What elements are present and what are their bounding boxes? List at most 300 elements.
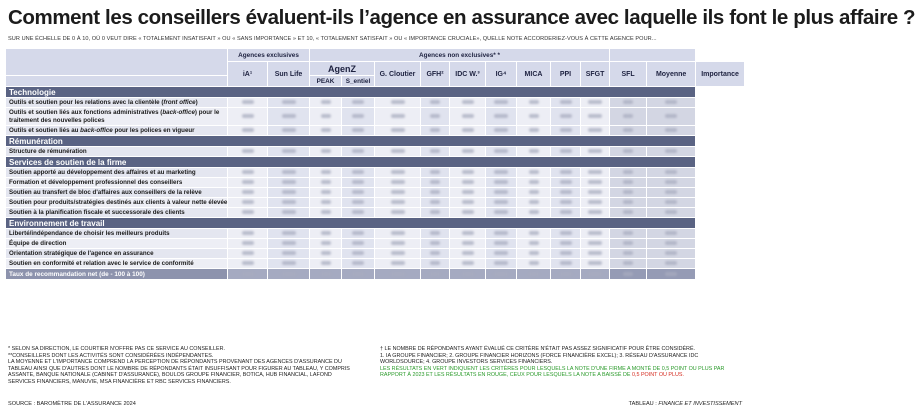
obscured-value [282,200,296,204]
obscured-value [462,210,474,214]
obscured-value [560,100,572,104]
obscured-value [321,200,331,204]
obscured-value [282,149,296,153]
value-cell [342,259,375,269]
note-green-text: LES RÉSULTATS EN VERT INDIQUENT LES CRITÈRES POUR LESQUELS LA NOTE D'UNE FIRME A MONTÉ DE 0,5 POINT OU PLUS PAR RAPPORT À 2023 ET LES RÉSULTATS EN ROUGE, CEUX POUR LESQUELS LA NOTE A BAISSÉ DE [380,365,725,379]
section-heading: Technologie [6,87,696,98]
value-cell [421,269,450,280]
obscured-value [352,251,364,255]
value-cell [581,229,610,239]
col-header-g-cloutier: G. Cloutier [375,62,421,87]
table-row [6,259,745,269]
obscured-value [623,149,633,153]
obscured-value [529,261,539,265]
value-cell [342,147,375,157]
value-cell [517,208,551,218]
obscured-value [242,128,254,132]
obscured-value [282,210,296,214]
value-cell [421,239,450,249]
value-cell [375,269,421,280]
obscured-value [529,170,539,174]
obscured-value [623,231,633,235]
value-cell [647,229,696,239]
obscured-value [242,180,254,184]
obscured-value [462,231,474,235]
obscured-value [529,190,539,194]
obscured-value [588,170,602,174]
value-cell [581,168,610,178]
value-cell [647,208,696,218]
obscured-value [391,149,405,153]
value-cell [486,168,517,178]
obscured-value [560,180,572,184]
table-row [6,178,745,188]
table-body [6,87,745,280]
value-cell [228,108,268,126]
obscured-value [529,180,539,184]
obscured-value [352,180,364,184]
value-cell [421,198,450,208]
value-cell [450,208,486,218]
obscured-value [588,100,602,104]
row-label: Soutien à la planification fiscale et successorale des clients [6,208,228,218]
obscured-value [321,100,331,104]
row-label: Outils et soutien liés aux fonctions administratives (back-office) pour le traitement des nouvelles polices [6,108,228,126]
value-cell [342,229,375,239]
obscured-value [352,210,364,214]
note-line: * SELON SA DIRECTION, LE COURTIER N'OFFRE PAS CE SERVICE AU CONSEILLER. [8,346,226,352]
obscured-value [242,210,254,214]
col-header-agenz-sentiel: S_entiel [342,76,375,87]
value-cell [610,269,647,280]
col-header-moyenne: Moyenne [647,62,696,87]
obscured-value [430,170,440,174]
value-cell [517,229,551,239]
obscured-value [588,200,602,204]
value-cell [647,108,696,126]
value-cell [551,147,581,157]
obscured-value [282,241,296,245]
value-cell [310,126,342,136]
obscured-value [242,261,254,265]
value-cell [610,249,647,259]
value-cell [310,108,342,126]
obscured-value [494,128,508,132]
value-cell [342,98,375,108]
value-cell [581,98,610,108]
note-red-text: 0,5 POINT OU PLUS. [631,372,684,379]
value-cell [268,249,310,259]
obscured-value [321,231,331,235]
obscured-value [430,180,440,184]
value-cell [551,269,581,280]
obscured-value [462,128,474,132]
value-cell [310,198,342,208]
obscured-value [494,261,508,265]
obscured-value [430,231,440,235]
obscured-value [242,170,254,174]
obscured-value [462,251,474,255]
notes-right [380,346,742,379]
value-cell [647,98,696,108]
value-cell [517,168,551,178]
obscured-value [282,251,296,255]
obscured-value [588,114,602,118]
obscured-value [430,149,440,153]
value-cell [421,259,450,269]
obscured-value [529,251,539,255]
credit-prefix: TABLEAU : [628,401,659,407]
value-cell [228,239,268,249]
col-header-sun-life: Sun Life [268,62,310,87]
obscured-value [665,200,677,204]
value-cell [610,198,647,208]
survey-table [5,48,745,280]
obscured-value [430,272,440,276]
value-cell [342,208,375,218]
row-label: Équipe de direction [6,239,228,249]
obscured-value [623,180,633,184]
value-cell [268,198,310,208]
value-cell [342,188,375,198]
obscured-value [623,241,633,245]
note-line: **CONSEILLERS DONT LES ACTIVITÉS SONT CONSIDÉRÉES INDÉPENDANTES. [8,352,214,359]
obscured-value [352,100,364,104]
obscured-value [321,114,331,118]
col-header-gfh: GFH² [421,62,450,87]
obscured-value [242,272,254,276]
obscured-value [588,149,602,153]
value-cell [551,229,581,239]
obscured-value [242,149,254,153]
value-cell [581,178,610,188]
value-cell [342,249,375,259]
section-heading: Rémunération [6,136,696,147]
obscured-value [391,251,405,255]
value-cell [310,239,342,249]
value-cell [517,259,551,269]
value-cell [421,147,450,157]
value-cell [450,229,486,239]
row-label: Structure de rémunération [6,147,228,157]
value-cell [375,98,421,108]
col-header-agenz-peak: PEAK [310,76,342,87]
value-cell [581,108,610,126]
value-cell [551,259,581,269]
obscured-value [352,231,364,235]
section-row [6,157,745,168]
value-cell [342,168,375,178]
obscured-value [560,261,572,265]
value-cell [268,208,310,218]
obscured-value [529,200,539,204]
obscured-value [321,210,331,214]
obscured-value [560,149,572,153]
value-cell [310,188,342,198]
obscured-value [494,100,508,104]
value-cell [375,126,421,136]
obscured-value [242,241,254,245]
obscured-value [588,272,602,276]
note-footnotes: 1. IA GROUPE FINANCIER; 2. GROUPE FINANCIER HORIZONS (FORCE FINANCIÈRE EXCEL); 3. RÉSEAU D'ASSURANCE IDC WORLDSOURCE; 4. GROUPE INVESTORS SERVICES FINANCIERS. [380,352,699,366]
obscured-value [588,190,602,194]
table-row [6,239,745,249]
obscured-value [282,190,296,194]
obscured-value [282,231,296,235]
value-cell [228,198,268,208]
obscured-value [462,200,474,204]
value-cell [450,126,486,136]
obscured-value [623,100,633,104]
obscured-value [665,128,677,132]
value-cell [647,198,696,208]
obscured-value [352,128,364,132]
obscured-value [282,272,296,276]
table-row [6,198,745,208]
value-cell [228,147,268,157]
col-header-mica: MICA [517,62,551,87]
obscured-value [391,231,405,235]
obscured-value [529,149,539,153]
obscured-value [588,180,602,184]
obscured-value [494,170,508,174]
obscured-value [623,261,633,265]
value-cell [310,98,342,108]
obscured-value [494,272,508,276]
obscured-value [321,128,331,132]
row-label: Soutien pour produits/stratégies destinés aux clients à valeur nette élevée [6,198,228,208]
obscured-value [430,241,440,245]
value-cell [268,188,310,198]
page-title: Comment les conseillers évaluent-ils l’agence en assurance avec laquelle ils font le plus affaire ? [8,6,915,29]
value-cell [421,188,450,198]
value-cell [310,208,342,218]
value-cell [342,239,375,249]
value-cell [268,168,310,178]
value-cell [581,269,610,280]
value-cell [517,108,551,126]
obscured-value [242,100,254,104]
col-header-agenz: AgenZ [310,62,375,76]
obscured-value [560,251,572,255]
value-cell [228,229,268,239]
value-cell [581,259,610,269]
obscured-value [665,272,677,276]
value-cell [486,229,517,239]
value-cell [517,98,551,108]
section-heading: Environnement de travail [6,218,696,229]
value-cell [421,208,450,218]
value-cell [421,126,450,136]
value-cell [581,208,610,218]
value-cell [486,126,517,136]
value-cell [342,198,375,208]
obscured-value [494,180,508,184]
value-cell [610,229,647,239]
obscured-value [623,251,633,255]
obscured-value [494,210,508,214]
obscured-value [321,251,331,255]
col-header-ia: iA¹ [228,62,268,87]
value-cell [268,229,310,239]
obscured-value [462,100,474,104]
value-cell [581,126,610,136]
obscured-value [529,231,539,235]
obscured-value [242,231,254,235]
col-header-ig: IG⁴ [486,62,517,87]
obscured-value [391,200,405,204]
obscured-value [391,210,405,214]
value-cell [581,188,610,198]
obscured-value [321,170,331,174]
value-cell [450,178,486,188]
section-heading: Services de soutien de la firme [6,157,696,168]
table-row [6,147,745,157]
table-row [6,98,745,108]
obscured-value [430,251,440,255]
value-cell [581,147,610,157]
obscured-value [588,128,602,132]
value-cell [647,269,696,280]
obscured-value [494,190,508,194]
obscured-value [623,128,633,132]
obscured-value [588,261,602,265]
value-cell [551,239,581,249]
obscured-value [462,241,474,245]
value-cell [551,198,581,208]
value-cell [375,168,421,178]
obscured-value [494,241,508,245]
value-cell [450,188,486,198]
obscured-value [494,149,508,153]
value-cell [450,259,486,269]
obscured-value [321,190,331,194]
value-cell [375,188,421,198]
value-cell [375,239,421,249]
row-label: Formation et développement professionnel des conseillers [6,178,228,188]
col-header-importance: Importance [696,62,745,87]
obscured-value [391,241,405,245]
obscured-value [391,261,405,265]
source-label: SOURCE : BAROMÈTRE DE L'ASSURANCE 2024 [8,401,136,407]
obscured-value [352,114,364,118]
obscured-value [529,128,539,132]
notes-left [8,346,360,386]
obscured-value [588,251,602,255]
obscured-value [494,114,508,118]
obscured-value [560,114,572,118]
value-cell [486,98,517,108]
obscured-value [242,200,254,204]
value-cell [610,188,647,198]
header-group-exclusive: Agences exclusives [228,49,310,62]
value-cell [647,147,696,157]
value-cell [647,168,696,178]
obscured-value [282,170,296,174]
value-cell [517,269,551,280]
value-cell [450,168,486,178]
section-row [6,136,745,147]
obscured-value [391,190,405,194]
value-cell [610,259,647,269]
obscured-value [560,200,572,204]
obscured-value [623,170,633,174]
value-cell [310,168,342,178]
obscured-value [623,200,633,204]
obscured-value [529,100,539,104]
row-label: Soutien au transfert de bloc d'affaires aux conseillers de la relève [6,188,228,198]
value-cell [610,208,647,218]
value-cell [517,188,551,198]
value-cell [647,126,696,136]
obscured-value [529,272,539,276]
obscured-value [242,114,254,118]
value-cell [268,147,310,157]
obscured-value [282,128,296,132]
row-label: Soutien apporté au développement des affaires et au marketing [6,168,228,178]
value-cell [610,168,647,178]
value-cell [517,178,551,188]
value-cell [421,229,450,239]
row-label: Liberté/indépendance de choisir les meilleurs produits [6,229,228,239]
value-cell [610,126,647,136]
obscured-value [560,241,572,245]
header-group-empty [610,49,696,62]
obscured-value [665,231,677,235]
obscured-value [588,210,602,214]
table-row [6,249,745,259]
value-cell [647,178,696,188]
value-cell [228,178,268,188]
note-dagger: † LE NOMBRE DE RÉPONDANTS AYANT ÉVALUÉ CE CRITÈRE N'ÉTAIT PAS ASSEZ SIGNIFICATIF POUR ÊTRE CONSIDÉRÉ. [380,346,696,352]
obscured-value [391,170,405,174]
obscured-value [282,180,296,184]
value-cell [450,98,486,108]
obscured-value [665,180,677,184]
col-header-idc-w: IDC W.³ [450,62,486,87]
header-group-non-exclusive: Agences non exclusives* * [310,49,610,62]
note-line: LA MOYENNE ET L'IMPORTANCE COMPREND LA PERCEPTION DE RÉPONDANTS PROVENANT DES AGENCES D'ASSURANCE DU TABLEAU AINSI QUE D'AUTRES DONT LE NOMBRE DE RÉPONDANTS ÉTAIT INSUFFISANT POUR FIGURER AU TABLEAU, Y COMPRIS ASSANTE, BANQUE NATIONALE (CABINET D'ASSURANCE), BOULOS GROUPE FINANCIER, BOTICA, HUB FINANCIAL, LAFOND SERVICES FINANCIERS, MANUVIE, MSA FINANCIÈRE ET RBC SERVICES FINANCIERS. [8,359,350,385]
obscured-value [352,261,364,265]
value-cell [228,98,268,108]
value-cell [375,208,421,218]
value-cell [228,259,268,269]
obscured-value [352,170,364,174]
obscured-value [282,100,296,104]
col-header-sfl: SFL [610,62,647,87]
value-cell [228,188,268,198]
obscured-value [462,170,474,174]
obscured-value [430,114,440,118]
value-cell [268,259,310,269]
value-cell [551,126,581,136]
note-color-legend [380,366,742,379]
obscured-value [665,100,677,104]
obscured-value [462,149,474,153]
obscured-value [430,128,440,132]
obscured-value [391,180,405,184]
value-cell [228,208,268,218]
obscured-value [430,210,440,214]
total-row-label: Taux de recommandation net (de - 100 à 100) [6,269,228,280]
value-cell [647,188,696,198]
value-cell [486,269,517,280]
section-row [6,218,745,229]
obscured-value [430,100,440,104]
obscured-value [588,241,602,245]
obscured-value [665,190,677,194]
value-cell [450,147,486,157]
